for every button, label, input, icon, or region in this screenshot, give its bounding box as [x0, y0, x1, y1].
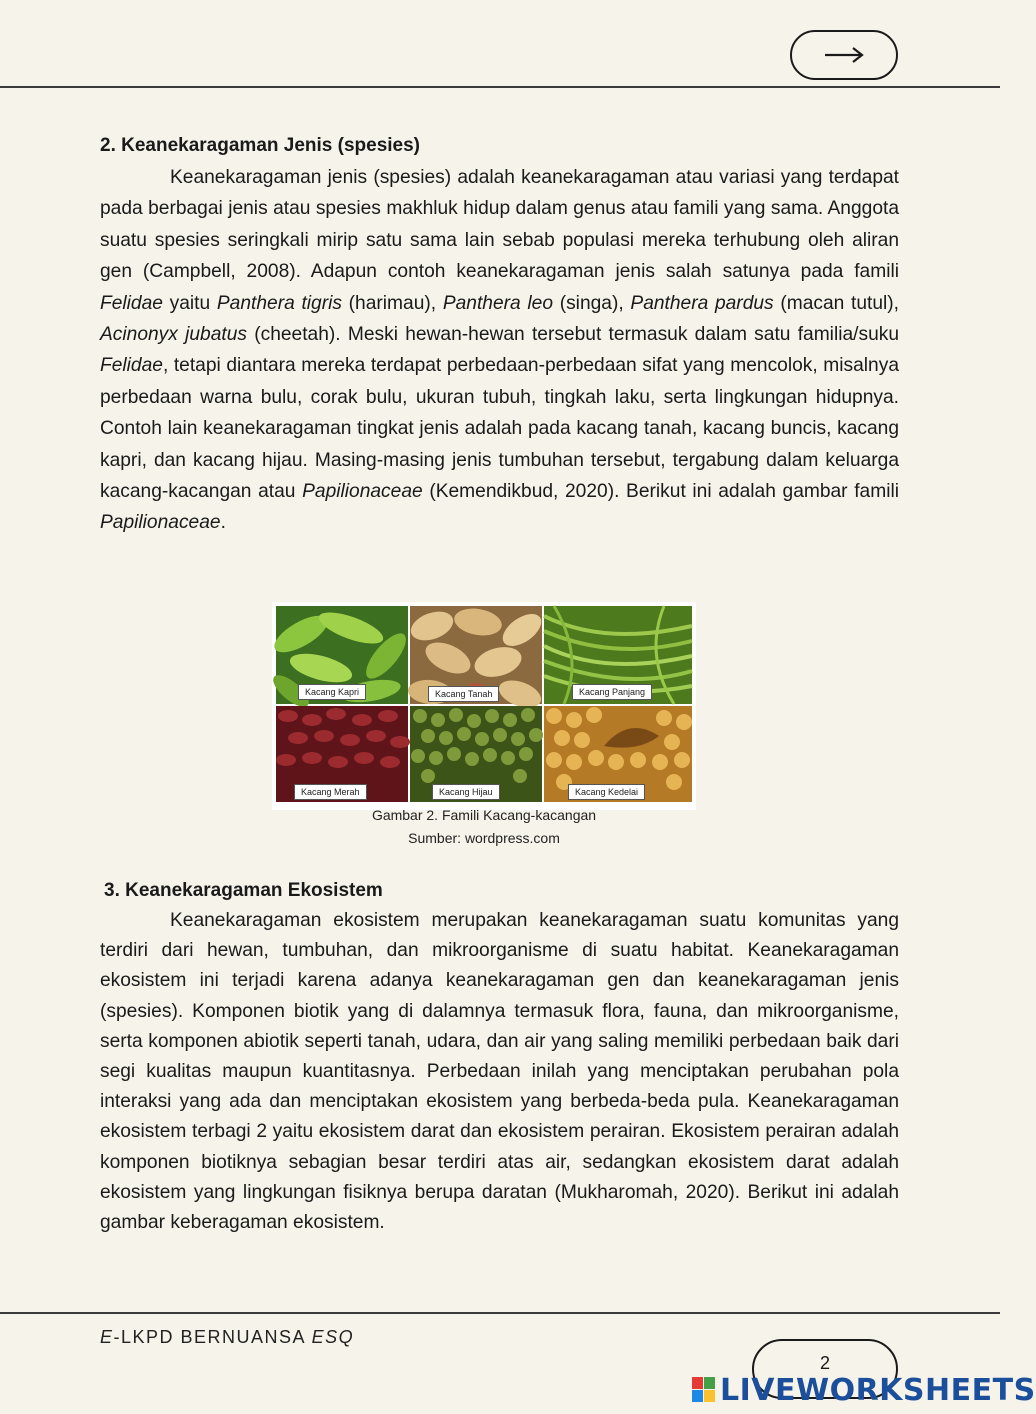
paragraph-text: (singa), — [553, 292, 631, 314]
paragraph-text: (harimau), — [341, 292, 443, 314]
scientific-name: Panthera tigris — [216, 292, 342, 314]
scientific-name: Acinonyx jubatus — [100, 324, 247, 346]
arrow-right-icon — [823, 46, 865, 64]
paragraph-text: . — [220, 512, 226, 534]
paragraph-text: , tetapi diantara mereka terdapat perbedaan-perbedaan sifat yang mencolok, misalnya perbedaan warna bulu, corak bulu, ukuran tubuh, tingkah laku, serta lingkungan hidupnya. Contoh lain keanekaragaman tingkat jenis adalah pada kacang tanah, kacang buncis, kacang kapri, dan kacang hijau. Masing-masing jenis tumbuhan tersebut, tergabung dalam keluarga kacang-kacangan atau — [100, 355, 899, 503]
paragraph-text: yaitu — [162, 292, 217, 314]
figure-caption: Gambar 2. Famili Kacang-kacangan — [371, 807, 597, 823]
scientific-name: Felidae — [100, 355, 163, 377]
label-kacang-merah: Kacang Merah — [294, 784, 367, 800]
section-paragraph — [100, 162, 899, 539]
section-paragraph: Keanekaragaman ekosistem merupakan keanekaragaman suatu komunitas yang terdiri dari hewan, tumbuhan, dan mikroorganisme di suatu habitat. Keanekaragaman ekosistem ini terjadi karena adanya keanekaragaman gen dan keanekaragaman jenis (spesies). Komponen biotik yang di dalamnya termasuk flora, fauna, dan mikroorganisme, serta komponen abiotik seperti tanah, udara, dan air yang saling memiliki perbedaan baik dari segi kualitas maupun kuantitasnya. Perbedaan inilah yang menciptakan perubahan pola interaksi yang ada dan menciptakan ekosistem yang berbeda-beda pula. Keanekaragaman ekosistem terbagi 2 yaitu ekosistem darat dan ekosistem perairan. Ekosistem perairan adalah komponen biotiknya sebagian besar terdiri atas air, sedangkan ekosistem darat adalah ekosistem yang lingkungan fisiknya berupa daratan (Mukharomah, 2020). Berikut ini adalah gambar keberagaman ekosistem. — [100, 910, 899, 1234]
label-kacang-kedelai: Kacang Kedelai — [568, 784, 645, 800]
section-species-diversity — [100, 134, 899, 539]
label-kacang-panjang: Kacang Panjang — [572, 684, 652, 700]
paragraph-text: (cheetah). Meski hewan-hewan tersebut termasuk dalam satu familia/suku — [246, 324, 899, 346]
scientific-name: Felidae — [100, 292, 163, 314]
section-heading: 2. Keanekaragaman Jenis (spesies) — [100, 135, 421, 156]
legume-figure — [272, 602, 696, 810]
footer-divider — [0, 1312, 1000, 1314]
figure-source: Sumber: wordpress.com — [408, 830, 560, 846]
section-heading: 3. Keanekaragaman Ekosistem — [104, 880, 383, 901]
label-kacang-tanah: Kacang Tanah — [428, 686, 499, 702]
scientific-name: Panthera pardus — [630, 292, 774, 314]
footer-title: E-LKPD BERNUANSA ESQ — [100, 1327, 355, 1347]
label-kacang-hijau: Kacang Hijau — [432, 784, 500, 800]
label-kacang-kapri: Kacang Kapri — [298, 684, 366, 700]
liveworksheets-logo-icon — [692, 1377, 716, 1403]
scientific-name: Papilionaceae — [302, 481, 423, 503]
paragraph-text: (macan tutul), — [773, 292, 900, 314]
paragraph-text: Keanekaragaman jenis (spesies) adalah keanekaragaman atau variasi yang terdapat pada berbagai jenis atau spesies makhluk hidup dalam genus atau famili yang sama. Anggota suatu spesies seringkali mirip satu sama lain sebab populasi mereka terhubung oleh aliran gen (Campbell, 2008). Adapun contoh keanekaragaman jenis salah satunya pada famili — [100, 167, 899, 283]
section-ecosystem-diversity — [100, 879, 899, 1238]
scientific-name: Papilionaceae — [100, 512, 221, 534]
paragraph-text: (Kemendikbud, 2020). Berikut ini adalah gambar famili — [422, 481, 899, 503]
scientific-name: Panthera leo — [442, 292, 553, 314]
page-number: 2 — [752, 1339, 898, 1399]
header-divider — [0, 86, 1000, 88]
next-page-button[interactable] — [790, 30, 898, 80]
liveworksheets-logo: LIVEWORKSHEETS — [692, 1372, 1036, 1408]
